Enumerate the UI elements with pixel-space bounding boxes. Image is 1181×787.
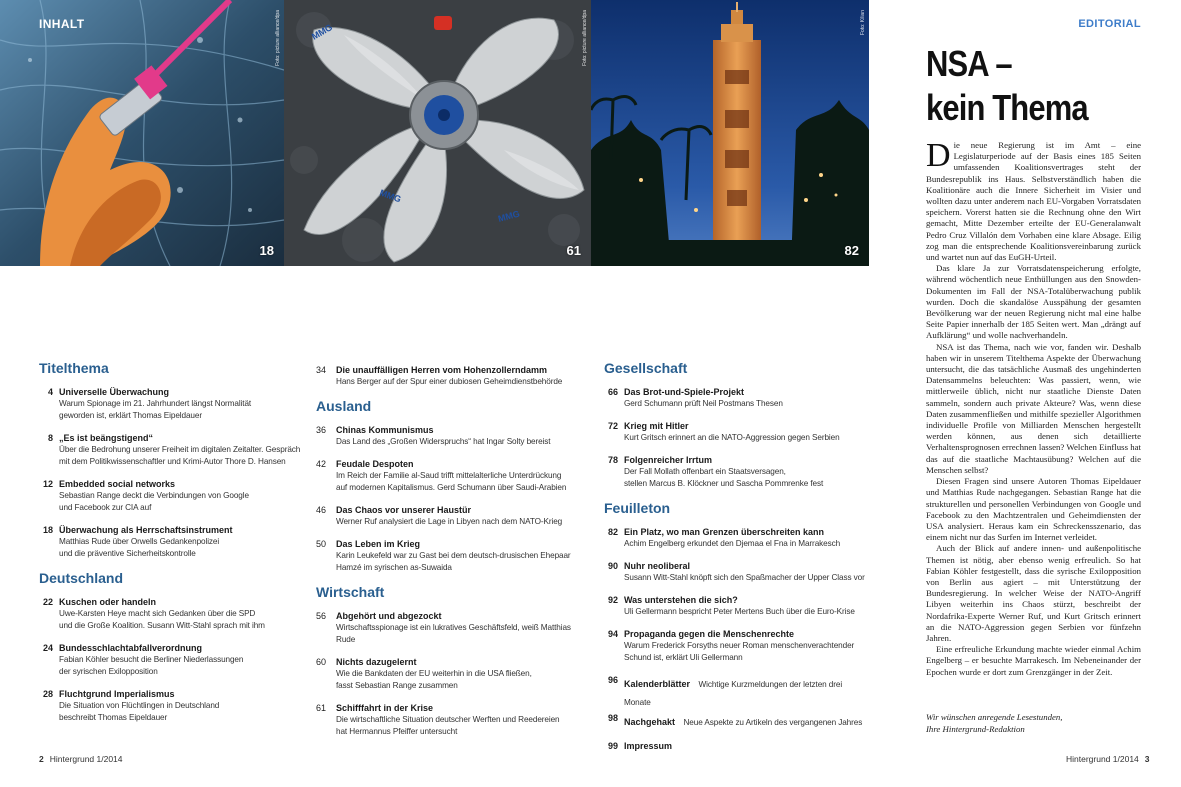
footer-left (39, 754, 123, 764)
toc-entry-title: Folgenreicher Irrtum (624, 455, 713, 465)
toc-entry-desc: Kurt Gritsch erinnert an die NATO-Aggression gegen Serbien (624, 433, 840, 442)
toc-entry-desc: Über die Bedrohung unserer Freiheit im digitalen Zeitalter. Gespräch (59, 445, 301, 454)
toc-entry[interactable] (316, 656, 584, 692)
toc-entry-title: Embedded social networks (59, 479, 176, 489)
footer-page-number: 3 (1144, 754, 1150, 764)
toc-entry-title: Ein Platz, wo man Grenzen überschreiten kann (624, 527, 825, 537)
photo-page-number: 61 (566, 243, 581, 258)
toc-entry-desc: Das Land des „Großen Widerspruchs“ hat Ingar Solty bereist (336, 437, 551, 446)
toc-entry[interactable] (316, 364, 584, 388)
toc-entry[interactable] (604, 712, 866, 730)
toc-entry-desc: Der Fall Mollath offenbart ein Staatsversagen, (624, 467, 786, 476)
toc-entry[interactable] (39, 596, 301, 632)
toc-entry-desc: und die Große Koalition. Susann Witt-Stahl sprach mit ihm (59, 621, 265, 630)
toc-page-number: 56 (316, 611, 327, 621)
editorial-paragraph: Das klare Ja zur Vorratsdatenspeicherung erfolgte, während wöchentlich neue Enthüllungen aus den Snowden-Dokumenten im Fall der NSA-Totalüberwachung publik wurden. Doch die skandalöse Ausspähung der gesamten Bevölkerung war der neuen Regierung nicht mal eine halbe Seite Papier innerhalb der 185 Seiten wert. Man „drängt auf Aufklärung“ und wolle nachverhandeln. (926, 263, 1141, 341)
toc-entry-desc: Matthias Rude über Orwells Gedankenpolizei (59, 537, 220, 546)
photo-page-number: 82 (844, 243, 859, 258)
toc-entry-title: Die unauffälligen Herren vom Hohenzollerndamm (336, 365, 548, 375)
drop-cap: D (926, 137, 951, 174)
toc-page-number: 60 (316, 657, 327, 667)
photo-ship-propeller (284, 0, 591, 266)
toc-page-number: 90 (607, 561, 618, 571)
toc-entry-desc: Die wirtschaftliche Situation deutscher Werften und Reedereien (336, 715, 560, 724)
toc-entry-desc: und Facebook zur CIA auf (59, 503, 152, 512)
toc-page-number: 72 (607, 421, 618, 431)
toc-entry[interactable] (316, 504, 584, 528)
toc-entry-desc: Warum Frederick Forsyths neuer Roman menschenverachtender (624, 641, 855, 650)
toc-entry-desc: fasst Sebastian Range zusammen (336, 681, 458, 690)
photo-network-cable (0, 0, 284, 266)
toc-entry-desc: Wichtige Kurzmeldungen der letzten drei Monate (624, 680, 843, 707)
photo-koutoubia-mosque (591, 0, 869, 266)
toc-entry[interactable] (39, 688, 301, 724)
section-label-inhalt: INHALT (39, 17, 85, 31)
toc-section-heading: Ausland (316, 398, 372, 414)
toc-entry-title: Propaganda gegen die Menschenrechte (624, 629, 795, 639)
toc-column-3 (604, 360, 866, 762)
editorial-signature (926, 711, 1141, 735)
toc-page-number: 24 (42, 643, 53, 653)
toc-entry[interactable] (316, 458, 584, 494)
toc-page-number: 36 (316, 425, 327, 435)
toc-entry-title: Was unterstehen die sich? (624, 595, 738, 605)
toc-page-number: 82 (607, 527, 618, 537)
section-label-editorial: EDITORIAL (1078, 18, 1141, 30)
toc-page-number: 98 (607, 713, 618, 723)
toc-entry[interactable] (39, 386, 301, 422)
toc-entry-desc: Wirtschaftsspionage ist ein lukratives Geschäftsfeld, weiß Matthias Rude (336, 623, 571, 644)
toc-entry-title: Nuhr neoliberal (624, 561, 691, 571)
footer-page-number: 2 (39, 754, 44, 764)
editorial-paragraph: Diesen Fragen sind unsere Autoren Thomas Eipeldauer und Matthias Rude nachgegangen. Sebastian Range hat die strukturellen und personellen Verbindungen von Google und Facebook zu den Machtzentralen und Geheimdiensten der USA analysiert. Heraus kam ein Schreckensszenario, das einem nicht nur das Surfen im Internet verleidet. (926, 476, 1141, 543)
toc-column-1 (39, 360, 301, 734)
toc-entry[interactable] (604, 628, 866, 664)
toc-entry-title: „Es ist beängstigend“ (59, 433, 154, 443)
toc-page-number: 96 (607, 675, 618, 685)
editorial-title (926, 42, 1115, 130)
toc-entry[interactable] (316, 702, 584, 738)
toc-entry-title: Chinas Kommunismus (336, 425, 434, 435)
photo-credit: Foto: picture alliance/dpa (582, 10, 588, 66)
toc-entry-desc: Wie die Bankdaten der EU weiterhin in die USA fließen, (336, 669, 532, 678)
toc-entry-desc: Neue Aspekte zu Artikeln des vergangenen Jahres (683, 718, 863, 727)
signature-line: Ihre Hintergrund-Redaktion (926, 724, 1025, 734)
toc-entry-desc: beschreibt Thomas Eipeldauer (59, 713, 168, 722)
svg-text:MMG: MMG (496, 208, 521, 224)
toc-entry-desc: Uli Gellermann bespricht Peter Mertens Buch über die Euro-Krise (624, 607, 855, 616)
toc-section-heading: Wirtschaft (316, 584, 385, 600)
toc-page-number: 34 (316, 365, 327, 375)
toc-page-number: 78 (607, 455, 618, 465)
toc-page-number: 99 (607, 741, 618, 751)
editorial-title-line: NSA – (926, 43, 1012, 84)
toc-entry-desc: Uwe-Karsten Heye macht sich Gedanken über die SPD (59, 609, 256, 618)
editorial-paragraph: Eine erfreuliche Erkundung machte wieder einmal Achim Engelberg – er besuchte Marrakesch. Im Nebeneinander der Epochen wurde er dort zum Grenzgänger in der Zeit. (926, 644, 1141, 677)
toc-entry[interactable] (39, 642, 301, 678)
editorial-paragraph-text: ie neue Regierung ist im Amt – eine Legislaturperiode auf der Basis eines 185 Seiten umfassenden Koalitionsvertrages steht der Bundesrepublik ins Haus. Selbstverständlich haben die Koalitionäre auch die Innere Sicherheit im Visier und wollten dazu unter anderem nach EU-Vorgaben Vorratsdaten speichern. Vorerst hatten sie die Rechnung ohne den Wirt gemacht, Mitte Dezember erteilte der EU-Generalanwalt Pedro Cruz Villalón dem Vorhaben eine klare Absage. Eilig zog man die entsprechende Koalitionsvereinbarung zurück und wartet nun auf das EuGH-Urteil. (926, 140, 1141, 263)
toc-page-number: 66 (607, 387, 618, 397)
toc-entry-title: Abgehört und abgezockt (336, 611, 442, 621)
toc-entry[interactable] (604, 740, 866, 752)
toc-entry[interactable] (604, 594, 866, 618)
toc-entry-desc: Schund ist, erklärt Uli Gellermann (624, 653, 743, 662)
editorial-body (926, 137, 1141, 678)
toc-entry-desc: Im Reich der Familie al-Saud trifft mittelalterliche Unterdrückung (336, 471, 562, 480)
toc-page-number: 22 (42, 597, 53, 607)
footer-issue: Hintergrund 1/2014 (1066, 754, 1139, 764)
toc-entry[interactable] (604, 526, 866, 550)
toc-entry-title: Kalenderblätter (624, 679, 691, 689)
toc-entry-title: Nichts dazugelernt (336, 657, 417, 667)
toc-entry[interactable] (39, 478, 301, 514)
signature-line: Wir wünschen anregende Lesestunden, (926, 712, 1063, 722)
toc-entry[interactable] (604, 674, 866, 710)
toc-entry-desc: hat Hermannus Pfeiffer untersucht (336, 727, 458, 736)
toc-entry-title: Das Chaos vor unserer Haustür (336, 505, 472, 515)
editorial-title-line: kein Thema (926, 87, 1088, 128)
toc-section-heading: Deutschland (39, 570, 124, 586)
toc-entry-title: Das Leben im Krieg (336, 539, 421, 549)
toc-page-number: 28 (42, 689, 53, 699)
toc-page-number: 50 (316, 539, 327, 549)
photo-credit: Foto: Kilian (860, 10, 866, 36)
toc-page-number: 42 (316, 459, 327, 469)
toc-entry[interactable] (316, 424, 584, 448)
toc-section-heading: Gesellschaft (604, 360, 688, 376)
editorial-paragraph: Auch der Blick auf andere innen- und außenpolitische Themen ist nötig, aber ebenso wenig erfreulich. So hat Fabian Köhler festgestellt, dass die syrische Exilopposition von Berlin aus agiert – mit Unterstützung der Bundesregierung. In welcher Weise der NATO-Angriff Libyen weiterhin ins Chaos stürzt, beschreibt der Nordafrika-Experte Werner Ruf, und Kurt Gritsch erinnert an die NATO-Aggression gegen Serbien vor fünfzehn Jahren. (926, 543, 1141, 643)
photo-page-number: 18 (259, 243, 274, 258)
toc-entry-desc: Sebastian Range deckt die Verbindungen von Google (59, 491, 249, 500)
toc-page-number: 8 (47, 433, 53, 443)
toc-page-number: 92 (607, 595, 618, 605)
editorial-paragraph (926, 137, 1141, 263)
toc-page-number: 61 (316, 703, 327, 713)
toc-page-number: 4 (47, 387, 53, 397)
toc-entry[interactable] (604, 454, 866, 490)
toc-entry[interactable] (316, 538, 584, 574)
svg-text:MMG: MMG (310, 22, 335, 42)
toc-entry-desc: Susann Witt-Stahl knöpft sich den Spaßmacher der Upper Class vor (624, 573, 865, 582)
toc-entry[interactable] (604, 386, 866, 410)
toc-page-number: 18 (42, 525, 53, 535)
footer-right (1066, 754, 1150, 764)
toc-section-heading: Feuilleton (604, 500, 671, 516)
toc-entry-desc: auf modernen Kapitalismus. Gerd Schumann über Saudi-Arabien (336, 483, 567, 492)
toc-entry-title: Kuschen oder handeln (59, 597, 157, 607)
toc-entry-desc: Fabian Köhler besucht die Berliner Niederlassungen (59, 655, 244, 664)
toc-entry[interactable] (39, 432, 301, 468)
toc-entry[interactable] (604, 560, 866, 584)
toc-entry-desc: stellen Marcus B. Klöckner und Sascha Pommrenke fest (624, 479, 824, 488)
toc-entry-title: Fluchtgrund Imperialismus (59, 689, 175, 699)
toc-entry-desc: mit dem Politikwissenschaftler und Krimi-Autor Thore D. Hansen (59, 457, 286, 466)
toc-entry-desc: Karin Leukefeld war zu Gast bei dem deutsch-drusischen Ehepaar (336, 551, 571, 560)
toc-page-number: 94 (607, 629, 618, 639)
toc-page-number: 12 (42, 479, 53, 489)
toc-entry-title: Das Brot-und-Spiele-Projekt (624, 387, 745, 397)
toc-column-2 (316, 364, 584, 748)
editorial-paragraph: NSA ist das Thema, nach wie vor, fanden wir. Deshalb haben wir in unserem Titelthema Aspekte der Überwachung untersucht, die das tatsächliche Ausmaß des ungehinderten Datensammelns beleuchten: Was passiert, wenn, wie mittlerweile üblich, nicht nur staatliche Dienste Daten sammeln, sondern auch private Akteure? Was, wenn diese Daten zusammenfließen und mithilfe spezieller Algorithmen individuelle Profile von Milliarden Menschen hergestellt werden können, aus denen sich detaillierte Verhaltensprognosen errechnen lassen? Welchen Einfluss hat das auf die staatliche Machtausübung? Welchen auf die Menschen selbst? (926, 341, 1141, 475)
toc-entry[interactable] (316, 610, 584, 646)
toc-entry-desc: Achim Engelberg erkundet den Djemaa el Fna in Marrakesch (624, 539, 841, 548)
toc-entry-desc: Gerd Schumann prüft Neil Postmans Thesen (624, 399, 783, 408)
toc-entry-desc: Warum Spionage im 21. Jahrhundert längst Normalität (59, 399, 252, 408)
toc-entry[interactable] (39, 524, 301, 560)
svg-text:MMG: MMG (378, 187, 403, 205)
toc-entry-desc: geworden ist, erklärt Thomas Eipeldauer (59, 411, 202, 420)
toc-entry-title: Schifffahrt in der Krise (336, 703, 434, 713)
toc-entry-title: Universelle Überwachung (59, 387, 170, 397)
toc-entry-title: Feudale Despoten (336, 459, 414, 469)
photo-credit: Foto: picture alliance/dpa (275, 10, 281, 66)
toc-entry-desc: Die Situation von Flüchtlingen in Deutschland (59, 701, 220, 710)
toc-entry-title: Nachgehakt (624, 717, 676, 727)
toc-entry-desc: Hamzé im syrischen as-Suwaida (336, 563, 452, 572)
toc-entry-title: Impressum (624, 741, 673, 751)
toc-entry-title: Überwachung als Herrschaftsinstrument (59, 525, 233, 535)
toc-entry-desc: der syrischen Exilopposition (59, 667, 158, 676)
toc-section-heading: Titelthema (39, 360, 109, 376)
footer-issue: Hintergrund 1/2014 (49, 754, 123, 764)
toc-entry[interactable] (604, 420, 866, 444)
toc-entry-desc: Hans Berger auf der Spur einer dubiosen Geheimdienstbehörde (336, 377, 563, 386)
toc-page-number: 46 (316, 505, 327, 515)
toc-entry-desc: und die präventive Sicherheitskontrolle (59, 549, 196, 558)
toc-entry-desc: Werner Ruf analysiert die Lage in Libyen nach dem NATO-Krieg (336, 517, 563, 526)
toc-entry-title: Bundesschlachtabfallverordnung (59, 643, 203, 653)
toc-entry-title: Krieg mit Hitler (624, 421, 689, 431)
